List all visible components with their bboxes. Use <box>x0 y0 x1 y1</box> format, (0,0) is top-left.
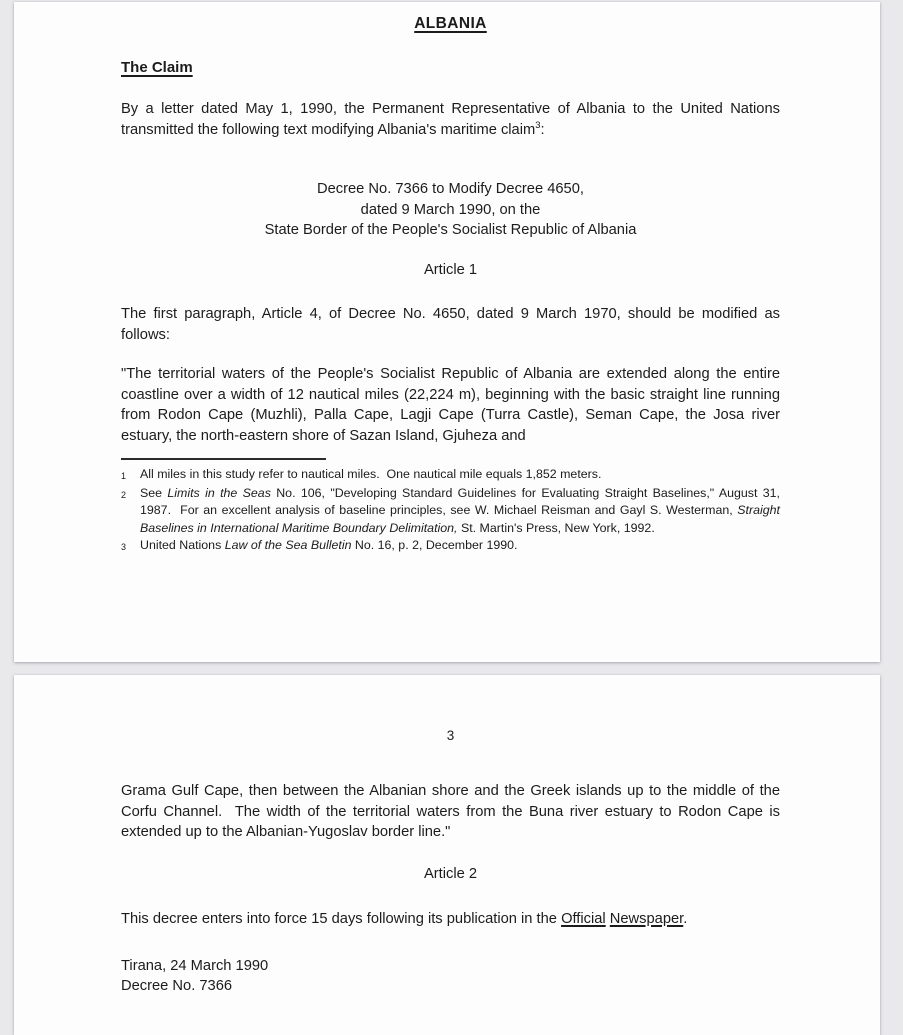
footnote-text: All miles in this study refer to nautical miles. One nautical mile equals 1,852 meters. <box>140 467 602 481</box>
footnote-list <box>121 466 784 556</box>
footnote-text: United Nations Law of the Sea Bulletin No. 16, p. 2, December 1990. <box>140 537 518 552</box>
article-1-heading: Article 1 <box>423 261 478 278</box>
official-underlined-word: Official <box>561 911 606 927</box>
territorial-waters-paragraph: "The territorial waters of the People's Socialist Republic of Albania are extended along the entire coastline over a width of 12 nautical miles (22,224 m), beginning with the basic straight line running from Rodon Cape (Muzhli), Palla Cape, Lagji Cape (Turra Castle), Seman Cape, the Josa river estuary, the north-eastern shore of Sazan Island, Gjuheza and <box>121 366 785 444</box>
entry-into-force-paragraph: This decree enters into force 15 days following its publication in the Official Newspaper. <box>121 911 688 927</box>
signature-decree-number: Decree No. 7366 <box>121 978 233 994</box>
footnote-separator-rule <box>121 458 326 460</box>
signature-place-date: Tirana, 24 March 1990 <box>121 957 269 974</box>
footnote-text: See Limits in the Seas No. 106, "Developing Standard Guidelines for Evaluating Straight Baselines," August 31, 1987. For an excellent analysis of baseline principles, see W. Michael Reisman and Gayl S. Westerman, Straight Baselines in International Maritime Boundary Delimitation, St. Martin's Press, New York, 1992. <box>140 486 784 535</box>
decree-title-line: Decree No. 7366 to Modify Decree 4650, <box>317 181 584 197</box>
continuation-paragraph: Grama Gulf Cape, then between the Albanian shore and the Greek islands up to the middle of the Corfu Channel. The width of the territorial waters from the Buna river estuary to Rodon Cape is extended up to the Albanian-Yugoslav border line." <box>121 783 785 840</box>
newspaper-underlined-word: Newspaper <box>609 911 684 927</box>
article-1-paragraph: The first paragraph, Article 4, of Decree No. 4650, dated 9 March 1970, should be modified as follows: <box>121 306 785 343</box>
footnote-reference-3: 3 <box>535 119 541 131</box>
claim-section-heading: The Claim <box>121 59 193 76</box>
document-title: ALBANIA <box>414 15 487 32</box>
footnote-number: 1 <box>121 471 127 481</box>
intro-paragraph: By a letter dated May 1, 1990, the Permanent Representative of Albania to the United Nations transmitted the following text modifying Albania's maritime claim$^3$: <box>121 101 785 138</box>
article-2-heading: Article 2 <box>423 865 478 882</box>
document-page-1 <box>14 2 880 662</box>
decree-title-line: dated 9 March 1990, on the <box>360 201 541 218</box>
decree-title-line: State Border of the People's Socialist Republic of Albania <box>264 222 637 238</box>
signature-block <box>121 956 780 997</box>
footnote-item <box>121 466 780 485</box>
footnote-item <box>121 537 780 556</box>
page-number: 3 <box>446 728 455 743</box>
footnote-number: 3 <box>121 541 127 552</box>
footnote-item <box>121 485 784 537</box>
document-page-2 <box>14 675 880 1035</box>
decree-title-block <box>121 179 780 241</box>
footnote-number: 2 <box>121 490 127 501</box>
